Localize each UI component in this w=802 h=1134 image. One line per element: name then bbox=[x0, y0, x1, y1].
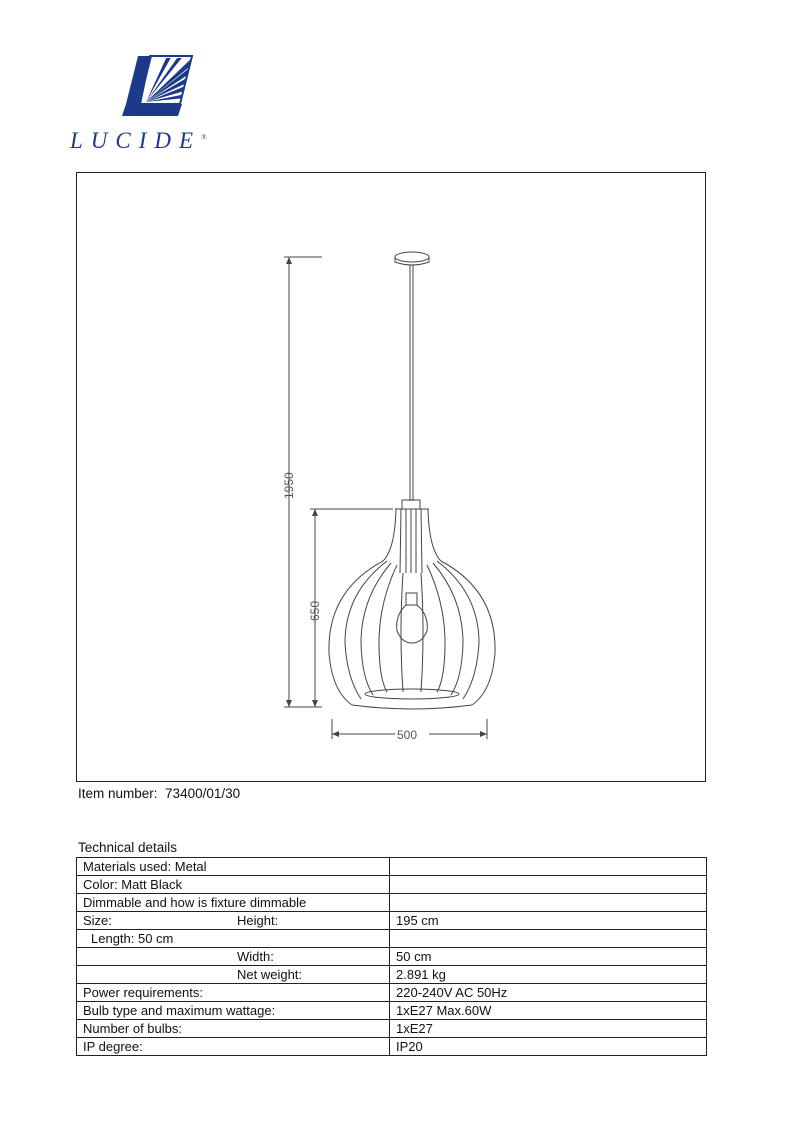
table-row bbox=[77, 876, 707, 894]
net-weight-value: 2.891 kg bbox=[390, 966, 707, 984]
table-row bbox=[77, 966, 707, 984]
number-of-bulbs-label: Number of bulbs: bbox=[77, 1020, 390, 1038]
height-value: 195 cm bbox=[390, 912, 707, 930]
dimmable-cell: Dimmable and how is fixture dimmable bbox=[77, 894, 390, 912]
ip-degree-label: IP degree: bbox=[77, 1038, 390, 1056]
lucide-logo-mark bbox=[70, 52, 230, 128]
empty-cell bbox=[390, 876, 707, 894]
table-row bbox=[77, 984, 707, 1002]
technical-details-table bbox=[76, 857, 707, 1056]
net-weight-label: Net weight: bbox=[237, 967, 303, 982]
color-cell: Color: Matt Black bbox=[77, 876, 390, 894]
empty-cell bbox=[390, 930, 707, 948]
width-value: 50 cm bbox=[390, 948, 707, 966]
length-label: Length: 50 cm bbox=[91, 931, 174, 946]
table-row bbox=[77, 1002, 707, 1020]
bulb-label: Bulb type and maximum wattage: bbox=[77, 1002, 390, 1020]
dimension-shade-height: 650 bbox=[308, 600, 322, 621]
lucide-logo-text: LUCIDE® bbox=[70, 128, 207, 153]
empty-cell bbox=[390, 858, 707, 876]
technical-details-title: Technical details bbox=[78, 840, 178, 855]
empty-cell bbox=[390, 894, 707, 912]
height-label: Height: bbox=[237, 913, 279, 928]
dimension-total-height: 1950 bbox=[282, 472, 296, 499]
dimension-width: 500 bbox=[397, 728, 418, 742]
table-row bbox=[77, 912, 707, 930]
table-row bbox=[77, 1020, 707, 1038]
table-row bbox=[77, 858, 707, 876]
size-label: Size: bbox=[83, 913, 112, 928]
ip-degree-value: IP20 bbox=[390, 1038, 707, 1056]
item-number bbox=[78, 786, 240, 801]
item-number-label: Item number: bbox=[78, 786, 158, 801]
technical-drawing-frame bbox=[76, 172, 706, 782]
size-height-cell bbox=[77, 912, 390, 930]
power-label: Power requirements: bbox=[77, 984, 390, 1002]
net-weight-cell bbox=[77, 966, 390, 984]
power-value: 220-240V AC 50Hz bbox=[390, 984, 707, 1002]
lamp-drawing bbox=[77, 173, 707, 783]
width-cell bbox=[77, 948, 390, 966]
item-number-value: 73400/01/30 bbox=[165, 786, 241, 801]
table-row bbox=[77, 930, 707, 948]
materials-cell: Materials used: Metal bbox=[77, 858, 390, 876]
length-cell bbox=[77, 930, 390, 948]
width-label: Width: bbox=[237, 949, 274, 964]
table-row bbox=[77, 948, 707, 966]
number-of-bulbs-value: 1xE27 bbox=[390, 1020, 707, 1038]
table-row bbox=[77, 1038, 707, 1056]
table-row bbox=[77, 894, 707, 912]
bulb-value: 1xE27 Max.60W bbox=[390, 1002, 707, 1020]
lucide-logo bbox=[70, 52, 230, 162]
